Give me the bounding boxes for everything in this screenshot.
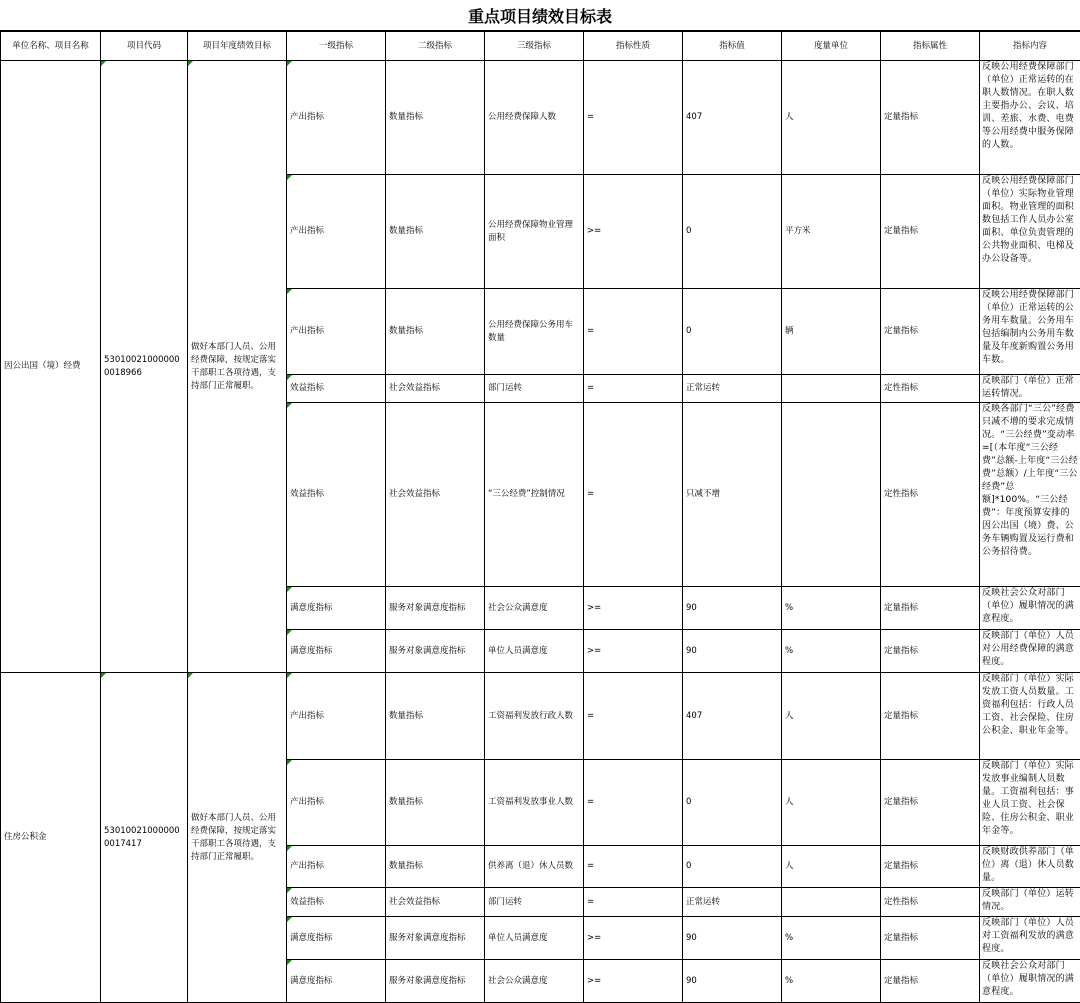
nature-cell[interactable]: = [584,760,683,846]
header-level1[interactable]: 一级指标 [287,32,386,61]
performance-table [0,31,1080,1003]
content-cell[interactable]: 反映各部门“三公”经费只减不增的要求完成情况。“三公经费”变动率=[（本年度“三公经费”总额-上年度“三公经费”总额）/上年度“三公经费”总额]*100%。“三公经费”：年度预算安排的因公出国（境）费、公务车辆购置及运行费和公务招待费。 [980,403,1080,587]
unit-cell[interactable]: 人 [782,846,881,888]
project-name-cell[interactable]: 住房公积金 [1,673,101,1003]
level1-cell[interactable]: 产出指标 [287,175,386,289]
nature-cell[interactable]: = [584,888,683,917]
attribute-cell[interactable]: 定量指标 [881,673,980,760]
unit-cell[interactable]: % [782,587,881,630]
header-unit-project[interactable]: 单位名称、项目名称 [1,32,101,61]
value-cell[interactable]: 407 [683,61,782,175]
level1-cell[interactable]: 产出指标 [287,846,386,888]
page-title: 重点项目绩效目标表 [0,0,1080,31]
value-cell[interactable]: 90 [683,630,782,673]
level2-cell[interactable]: 服务对象满意度指标 [386,960,485,1003]
value-cell[interactable]: 407 [683,673,782,760]
level1-cell[interactable]: 满意度指标 [287,917,386,960]
project-name-cell[interactable]: 因公出国（境）经费 [1,61,101,673]
attribute-cell[interactable]: 定量指标 [881,630,980,673]
content-cell[interactable]: 反映部门（单位）实际发放工资人员数量。工资福利包括：行政人员工资、社会保险、住房公积金、职业年金等。 [980,673,1080,760]
header-row [1,32,1080,61]
attribute-cell[interactable]: 定量指标 [881,917,980,960]
level2-cell[interactable]: 服务对象满意度指标 [386,630,485,673]
table-row [1,673,1080,760]
header-attribute[interactable]: 指标属性 [881,32,980,61]
level1-cell[interactable]: 效益指标 [287,403,386,587]
level1-cell[interactable]: 效益指标 [287,888,386,917]
project-code-cell[interactable]: 530100210000000018966 [101,61,188,673]
unit-cell[interactable]: 人 [782,61,881,175]
header-annual-goal[interactable]: 项目年度绩效目标 [188,32,287,61]
level1-cell[interactable]: 满意度指标 [287,587,386,630]
level2-cell[interactable]: 社会效益指标 [386,375,485,403]
content-cell[interactable]: 反映社会公众对部门（单位）履职情况的满意程度。 [980,587,1080,630]
level3-cell[interactable]: 公用经费保障物业管理面积 [485,175,584,289]
nature-cell[interactable]: >= [584,917,683,960]
value-cell[interactable]: 90 [683,960,782,1003]
content-cell[interactable]: 反映部门（单位）正常运转情况。 [980,375,1080,403]
attribute-cell[interactable]: 定性指标 [881,403,980,587]
attribute-cell[interactable]: 定量指标 [881,960,980,1003]
attribute-cell[interactable]: 定性指标 [881,375,980,403]
level3-cell[interactable]: 单位人员满意度 [485,630,584,673]
nature-cell[interactable]: = [584,846,683,888]
level3-cell[interactable]: 公用经费保障人数 [485,61,584,175]
unit-cell[interactable]: 人 [782,760,881,846]
header-unit[interactable]: 度量单位 [782,32,881,61]
value-cell[interactable]: 只减不增 [683,403,782,587]
level2-cell[interactable]: 数量指标 [386,175,485,289]
header-value[interactable]: 指标值 [683,32,782,61]
nature-cell[interactable]: = [584,61,683,175]
level3-cell[interactable]: 供养离（退）休人员数 [485,846,584,888]
level3-cell[interactable]: 工资福利发放事业人数 [485,760,584,846]
value-cell[interactable]: 90 [683,917,782,960]
nature-cell[interactable]: = [584,289,683,375]
nature-cell[interactable]: >= [584,587,683,630]
attribute-cell[interactable]: 定量指标 [881,175,980,289]
value-cell[interactable]: 0 [683,846,782,888]
attribute-cell[interactable]: 定量指标 [881,289,980,375]
nature-cell[interactable]: = [584,375,683,403]
unit-cell[interactable]: % [782,960,881,1003]
content-cell[interactable]: 反映财政供养部门（单位）离（退）休人员数量。 [980,846,1080,888]
header-level3[interactable]: 三级指标 [485,32,584,61]
level3-cell[interactable]: 社会公众满意度 [485,960,584,1003]
value-cell[interactable]: 正常运转 [683,888,782,917]
nature-cell[interactable]: = [584,403,683,587]
level1-cell[interactable]: 效益指标 [287,375,386,403]
level3-cell[interactable]: 工资福利发放行政人数 [485,673,584,760]
level2-cell[interactable]: 社会效益指标 [386,403,485,587]
level1-cell[interactable]: 产出指标 [287,673,386,760]
attribute-cell[interactable]: 定性指标 [881,888,980,917]
content-cell[interactable]: 反映部门（单位）人员对公用经费保障的满意程度。 [980,630,1080,673]
content-cell[interactable]: 反映部门（单位）实际发放事业编制人员数量。工资福利包括：事业人员工资、社会保险、住房公积金、职业年金等。 [980,760,1080,846]
level3-cell[interactable]: 部门运转 [485,375,584,403]
unit-cell[interactable]: 人 [782,673,881,760]
level2-cell[interactable]: 社会效益指标 [386,888,485,917]
level2-cell[interactable]: 数量指标 [386,846,485,888]
unit-cell[interactable] [782,375,881,403]
level3-cell[interactable]: “三公经费”控制情况 [485,403,584,587]
header-content[interactable]: 指标内容 [980,32,1080,61]
content-cell[interactable]: 反映公用经费保障部门（单位）正常运转的在职人数情况。在职人数主要指办公、会议、培训、差旅、水费、电费等公用经费中服务保障的人数。 [980,61,1080,175]
project-code-cell[interactable]: 530100210000000017417 [101,673,188,1003]
unit-cell[interactable]: % [782,630,881,673]
project-goal-cell[interactable]: 做好本部门人员、公用经费保障，按规定落实干部职工各项待遇，支持部门正常履职。 [188,673,287,1003]
value-cell[interactable]: 正常运转 [683,375,782,403]
level3-cell[interactable]: 部门运转 [485,888,584,917]
level3-cell[interactable]: 社会公众满意度 [485,587,584,630]
content-cell[interactable]: 反映部门（单位）运转情况。 [980,888,1080,917]
level2-cell[interactable]: 服务对象满意度指标 [386,917,485,960]
level1-cell[interactable]: 产出指标 [287,289,386,375]
content-cell[interactable]: 反映公用经费保障部门（单位）正常运转的公务用车数量。公务用车包括编制内公务用车数量及年度新购置公务用车数。 [980,289,1080,375]
table-row [1,61,1080,175]
value-cell[interactable]: 0 [683,289,782,375]
level1-cell[interactable]: 产出指标 [287,760,386,846]
header-project-code[interactable]: 项目代码 [101,32,188,61]
header-level2[interactable]: 二级指标 [386,32,485,61]
header-nature[interactable]: 指标性质 [584,32,683,61]
level1-cell[interactable]: 产出指标 [287,61,386,175]
project-goal-cell[interactable]: 做好本部门人员、公用经费保障，按规定落实干部职工各项待遇，支持部门正常履职。 [188,61,287,673]
level2-cell[interactable]: 数量指标 [386,760,485,846]
level2-cell[interactable]: 服务对象满意度指标 [386,587,485,630]
attribute-cell[interactable]: 定量指标 [881,760,980,846]
value-cell[interactable]: 0 [683,760,782,846]
attribute-cell[interactable]: 定量指标 [881,587,980,630]
level3-cell[interactable]: 公用经费保障公务用车数量 [485,289,584,375]
value-cell[interactable]: 90 [683,587,782,630]
level3-cell[interactable]: 单位人员满意度 [485,917,584,960]
unit-cell[interactable]: 辆 [782,289,881,375]
unit-cell[interactable]: 平方米 [782,175,881,289]
nature-cell[interactable]: >= [584,175,683,289]
unit-cell[interactable] [782,888,881,917]
attribute-cell[interactable]: 定量指标 [881,61,980,175]
nature-cell[interactable]: = [584,673,683,760]
content-cell[interactable]: 反映公用经费保障部门（单位）实际物业管理面积。物业管理的面积数包括工作人员办公室面积、单位负责管理的公共物业面积、电梯及办公设备等。 [980,175,1080,289]
content-cell[interactable]: 反映社会公众对部门（单位）履职情况的满意程度。 [980,960,1080,1003]
unit-cell[interactable] [782,403,881,587]
level1-cell[interactable]: 满意度指标 [287,960,386,1003]
level2-cell[interactable]: 数量指标 [386,289,485,375]
level2-cell[interactable]: 数量指标 [386,673,485,760]
value-cell[interactable]: 0 [683,175,782,289]
attribute-cell[interactable]: 定量指标 [881,846,980,888]
nature-cell[interactable]: >= [584,630,683,673]
level2-cell[interactable]: 数量指标 [386,61,485,175]
level1-cell[interactable]: 满意度指标 [287,630,386,673]
nature-cell[interactable]: >= [584,960,683,1003]
unit-cell[interactable]: % [782,917,881,960]
content-cell[interactable]: 反映部门（单位）人员对工资福利发放的满意程度。 [980,917,1080,960]
